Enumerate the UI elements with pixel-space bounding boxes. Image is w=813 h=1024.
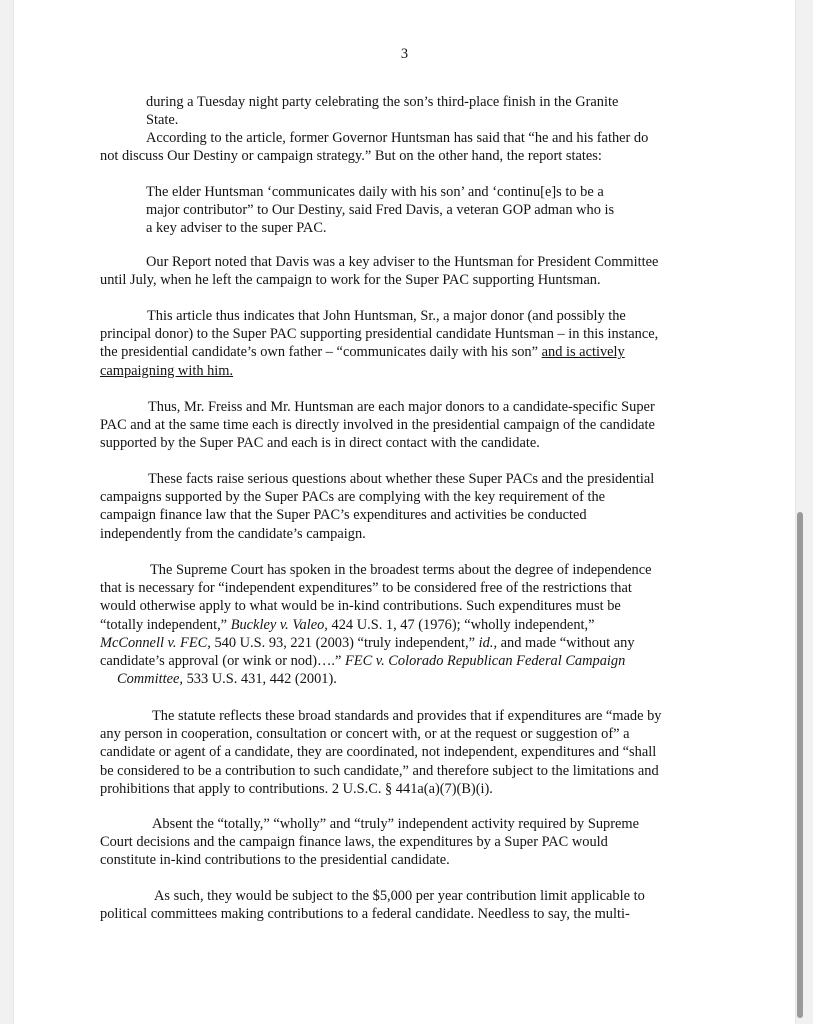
paragraph-supreme-court (100, 561, 652, 688)
case-citation: Buckley v. Valeo, (230, 616, 328, 633)
case-citation: id., (478, 634, 498, 651)
text-run: candidate’s approval (or wink or nod)….” (100, 653, 342, 670)
page-number: 3 (400, 46, 409, 62)
paragraph-serious-questions (100, 470, 654, 543)
underlined-text: and is actively (541, 344, 625, 361)
text-line: Court decisions and the campaign finance laws, the expenditures by a Super PAC would (100, 834, 608, 851)
text-line: until July, when he left the campaign to work for the Super PAC supporting Huntsman. (100, 272, 601, 289)
text-line: These facts raise serious questions about whether these Super PACs and the presidential (148, 471, 655, 487)
text-run: and made “without any (500, 634, 635, 651)
paragraph-report-noted (100, 253, 658, 289)
text-run: 533 U.S. 431, 442 (2001). (186, 671, 337, 688)
text-line: Thus, Mr. Freiss and Mr. Huntsman are each major donors to a candidate-specific Super (148, 399, 655, 415)
paragraph-article-indicates (100, 307, 658, 380)
text-line (100, 343, 658, 361)
text-line: Our Report noted that Davis was a key adviser to the Huntsman for President Committee (146, 254, 659, 270)
text-line: be considered to be a contribution to such candidate,” and therefore subject to the limitations and (100, 762, 659, 779)
text-line: candidate or agent of a candidate, they are coordinated, not independent, expenditures and “shall (100, 744, 657, 761)
text-line: major contributor” to Our Destiny, said Fred Davis, a veteran GOP adman who is (146, 202, 615, 219)
text-line: constitute in-kind contributions to the presidential candidate. (100, 852, 450, 869)
text-line: Absent the “totally,” “wholly” and “truly” independent activity required by Supreme (152, 816, 639, 832)
paragraph-contribution-limit (100, 887, 645, 923)
text-line: independently from the candidate’s campaign. (100, 525, 366, 542)
text-line: prohibitions that apply to contributions. 2 U.S.C. § 441a(a)(7)(B)(i). (100, 780, 493, 797)
block-quote (146, 183, 614, 238)
paragraph-absent-independence (100, 815, 639, 870)
text-line: not discuss Our Destiny or campaign strategy.” But on the other hand, the report states: (100, 148, 602, 165)
text-line: political committees making contributions to a federal candidate. Needless to say, the multi- (100, 906, 630, 923)
paragraph-article-quote-intro (100, 129, 648, 165)
text-line: would otherwise apply to what would be in-kind contributions. Such expenditures must be (100, 598, 621, 615)
paragraph-continued (146, 93, 618, 129)
text-line: that is necessary for “independent expenditures” to be considered free of the restrictions that (100, 580, 632, 597)
text-line (100, 670, 652, 688)
text-line: principal donor) to the Super PAC supporting presidential candidate Huntsman – in this instance, (100, 326, 659, 343)
text-line: during a Tuesday night party celebrating the son’s third-place finish in the Granite (146, 94, 619, 110)
text-line: any person in cooperation, consultation or concert with, or at the request or suggestion of” a (100, 726, 630, 743)
text-line (100, 616, 652, 634)
vertical-scrollbar[interactable] (797, 512, 803, 1018)
text-line (100, 634, 652, 652)
text-line: campaigns supported by the Super PACs are complying with the key requirement of the (100, 489, 606, 506)
text-line: The statute reflects these broad standards and provides that if expenditures are “made by (152, 708, 662, 724)
text-line: PAC and at the same time each is directly involved in the presidential campaign of the candidate (100, 417, 655, 434)
text-line: This article thus indicates that John Huntsman, Sr., a major donor (and possibly the (147, 308, 626, 324)
text-line: According to the article, former Governor Huntsman has said that “he and his father do (146, 130, 649, 146)
text-run: the presidential candidate’s own father – “communicates daily with his son” (100, 344, 538, 361)
case-citation: FEC v. Colorado Republican Federal Campaign (344, 653, 626, 670)
text-run: “totally independent,” (100, 616, 228, 633)
text-line: campaign finance law that the Super PAC’s expenditures and activities be conducted (100, 507, 587, 524)
text-line: The Supreme Court has spoken in the broadest terms about the degree of independence (150, 562, 652, 578)
case-citation: Committee, (117, 671, 183, 688)
underlined-text: campaigning with him. (100, 362, 234, 379)
document-page (14, 0, 795, 1024)
text-run: 424 U.S. 1, 47 (1976); “wholly independent,” (331, 616, 595, 633)
text-run: 540 U.S. 93, 221 (2003) “truly independent,” (214, 634, 476, 651)
text-line: The elder Huntsman ‘communicates daily with his son’ and ‘continu[e]s to be a (146, 184, 604, 200)
text-line (100, 652, 652, 670)
paragraph-statute (100, 707, 661, 798)
text-line: State. (146, 112, 179, 129)
text-line: As such, they would be subject to the $5,000 per year contribution limit applicable to (154, 888, 645, 904)
text-line: supported by the Super PAC and each is in direct contact with the candidate. (100, 435, 540, 452)
case-citation: McConnell v. FEC, (100, 634, 211, 651)
text-line: a key adviser to the super PAC. (146, 220, 327, 237)
paragraph-major-donors (100, 398, 655, 453)
